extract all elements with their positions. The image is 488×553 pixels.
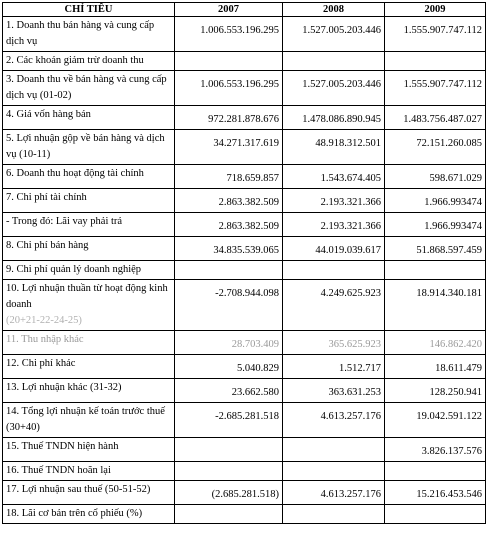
value-2009: 1.555.907.747.112 <box>385 17 486 52</box>
row-label-text: 4. Giá vốn hàng bán <box>6 109 91 120</box>
row-label <box>3 355 175 379</box>
value-2008: 4.249.625.923 <box>283 280 385 331</box>
table-row <box>3 280 486 331</box>
value-2009: 3.826.137.576 <box>385 438 486 462</box>
value-2008: 1.527.005.203.446 <box>283 17 385 52</box>
value-2009: 15.216.453.546 <box>385 481 486 505</box>
row-label <box>3 213 175 237</box>
value-2007: 1.006.553.196.295 <box>175 71 283 106</box>
value-2007: 28.703.409 <box>175 331 283 355</box>
row-label-text: 17. Lợi nhuận sau thuế (50-51-52) <box>6 484 151 495</box>
row-label <box>3 189 175 213</box>
header-2009: 2009 <box>385 3 486 17</box>
header-2008: 2008 <box>283 3 385 17</box>
value-2009: 1.555.907.747.112 <box>385 71 486 106</box>
value-2007: 972.281.878.676 <box>175 106 283 130</box>
value-2007: 2.863.382.509 <box>175 189 283 213</box>
header-indicator: CHỈ TIÊU <box>3 3 175 17</box>
value-2008: 1.543.674.405 <box>283 165 385 189</box>
value-2007 <box>175 505 283 524</box>
value-2009: 18.914.340.181 <box>385 280 486 331</box>
value-2008: 44.019.039.617 <box>283 237 385 261</box>
value-2009 <box>385 261 486 280</box>
table-row <box>3 403 486 438</box>
table-row <box>3 379 486 403</box>
value-2007: 34.835.539.065 <box>175 237 283 261</box>
value-2007: 23.662.580 <box>175 379 283 403</box>
row-label-text: 18. Lãi cơ bản trên cổ phiếu (%) <box>6 508 143 519</box>
table-row <box>3 165 486 189</box>
value-2009: 598.671.029 <box>385 165 486 189</box>
row-label <box>3 52 175 71</box>
value-2009: 51.868.597.459 <box>385 237 486 261</box>
row-label-text: 3. Doanh thu về bán hàng và cung cấp dịch vụ (01-02) <box>6 74 167 101</box>
row-label <box>3 71 175 106</box>
value-2008: 363.631.253 <box>283 379 385 403</box>
value-2007: 718.659.857 <box>175 165 283 189</box>
row-label-text: 10. Lợi nhuận thuần từ hoạt động kinh doanh <box>6 283 168 310</box>
row-label-text: 12. Chi phí khác <box>6 358 76 369</box>
row-label <box>3 481 175 505</box>
value-2008 <box>283 52 385 71</box>
row-label <box>3 403 175 438</box>
row-label-text: 11. Thu nhập khác <box>6 334 84 345</box>
row-label-sub: (20+21-22-24-25) <box>6 315 82 326</box>
value-2009: 1.966.993474 <box>385 213 486 237</box>
table-row <box>3 462 486 481</box>
row-label-text: 9. Chi phí quản lý doanh nghiệp <box>6 264 142 275</box>
value-2008 <box>283 505 385 524</box>
row-label-text: 8. Chi phí bán hàng <box>6 240 89 251</box>
table-row <box>3 481 486 505</box>
table-row <box>3 189 486 213</box>
row-label-text: 16. Thuế TNDN hoãn lại <box>6 465 111 476</box>
row-label <box>3 438 175 462</box>
value-2007: 2.863.382.509 <box>175 213 283 237</box>
value-2007 <box>175 261 283 280</box>
value-2009 <box>385 462 486 481</box>
table-row <box>3 130 486 165</box>
value-2009: 72.151.260.085 <box>385 130 486 165</box>
value-2009 <box>385 505 486 524</box>
value-2008: 365.625.923 <box>283 331 385 355</box>
value-2009: 19.042.591.122 <box>385 403 486 438</box>
row-label <box>3 280 175 331</box>
value-2007: -2.685.281.518 <box>175 403 283 438</box>
value-2007 <box>175 52 283 71</box>
value-2008 <box>283 462 385 481</box>
value-2008: 1.512.717 <box>283 355 385 379</box>
value-2009 <box>385 52 486 71</box>
row-label <box>3 379 175 403</box>
row-label-text: 13. Lợi nhuận khác (31-32) <box>6 382 122 393</box>
row-label <box>3 165 175 189</box>
value-2008: 4.613.257.176 <box>283 481 385 505</box>
value-2009: 1.483.756.487.027 <box>385 106 486 130</box>
header-2007: 2007 <box>175 3 283 17</box>
row-label <box>3 17 175 52</box>
value-2007 <box>175 438 283 462</box>
row-label <box>3 106 175 130</box>
table-row <box>3 331 486 355</box>
row-label <box>3 331 175 355</box>
row-label <box>3 462 175 481</box>
row-label-text: 2. Các khoản giảm trừ doanh thu <box>6 55 144 66</box>
row-label-text: 15. Thuế TNDN hiện hành <box>6 441 119 452</box>
value-2007: 1.006.553.196.295 <box>175 17 283 52</box>
table-row <box>3 355 486 379</box>
row-label-text: 7. Chi phí tài chính <box>6 192 87 203</box>
value-2008: 1.527.005.203.446 <box>283 71 385 106</box>
table-row <box>3 17 486 52</box>
row-label <box>3 261 175 280</box>
row-label-text: 1. Doanh thu bán hàng và cung cấp dịch vụ <box>6 20 155 47</box>
row-label-text: 14. Tổng lợi nhuận kế toán trước thuế (30+40) <box>6 406 165 433</box>
value-2009: 1.966.993474 <box>385 189 486 213</box>
value-2007: (2.685.281.518) <box>175 481 283 505</box>
value-2007: 5.040.829 <box>175 355 283 379</box>
row-label-text: 6. Doanh thu hoạt động tài chính <box>6 168 144 179</box>
row-label-text: - Trong đó: Lãi vay phải trả <box>6 216 123 227</box>
financial-table <box>2 2 486 524</box>
table-header-row <box>3 3 486 17</box>
table-row <box>3 237 486 261</box>
table-row <box>3 213 486 237</box>
value-2009: 18.611.479 <box>385 355 486 379</box>
row-label <box>3 237 175 261</box>
table-row <box>3 52 486 71</box>
value-2008 <box>283 438 385 462</box>
table-row <box>3 106 486 130</box>
value-2008: 4.613.257.176 <box>283 403 385 438</box>
value-2008: 2.193.321.366 <box>283 213 385 237</box>
value-2009: 128.250.941 <box>385 379 486 403</box>
value-2008: 1.478.086.890.945 <box>283 106 385 130</box>
value-2008: 2.193.321.366 <box>283 189 385 213</box>
table-row <box>3 261 486 280</box>
table-row <box>3 505 486 524</box>
table-row <box>3 71 486 106</box>
value-2007: 34.271.317.619 <box>175 130 283 165</box>
row-label <box>3 130 175 165</box>
value-2009: 146.862.420 <box>385 331 486 355</box>
value-2008: 48.918.312.501 <box>283 130 385 165</box>
table-row <box>3 438 486 462</box>
row-label-text: 5. Lợi nhuận gộp về bán hàng và dịch vụ (10-11) <box>6 133 165 160</box>
row-label <box>3 505 175 524</box>
value-2007 <box>175 462 283 481</box>
value-2007: -2.708.944.098 <box>175 280 283 331</box>
value-2008 <box>283 261 385 280</box>
